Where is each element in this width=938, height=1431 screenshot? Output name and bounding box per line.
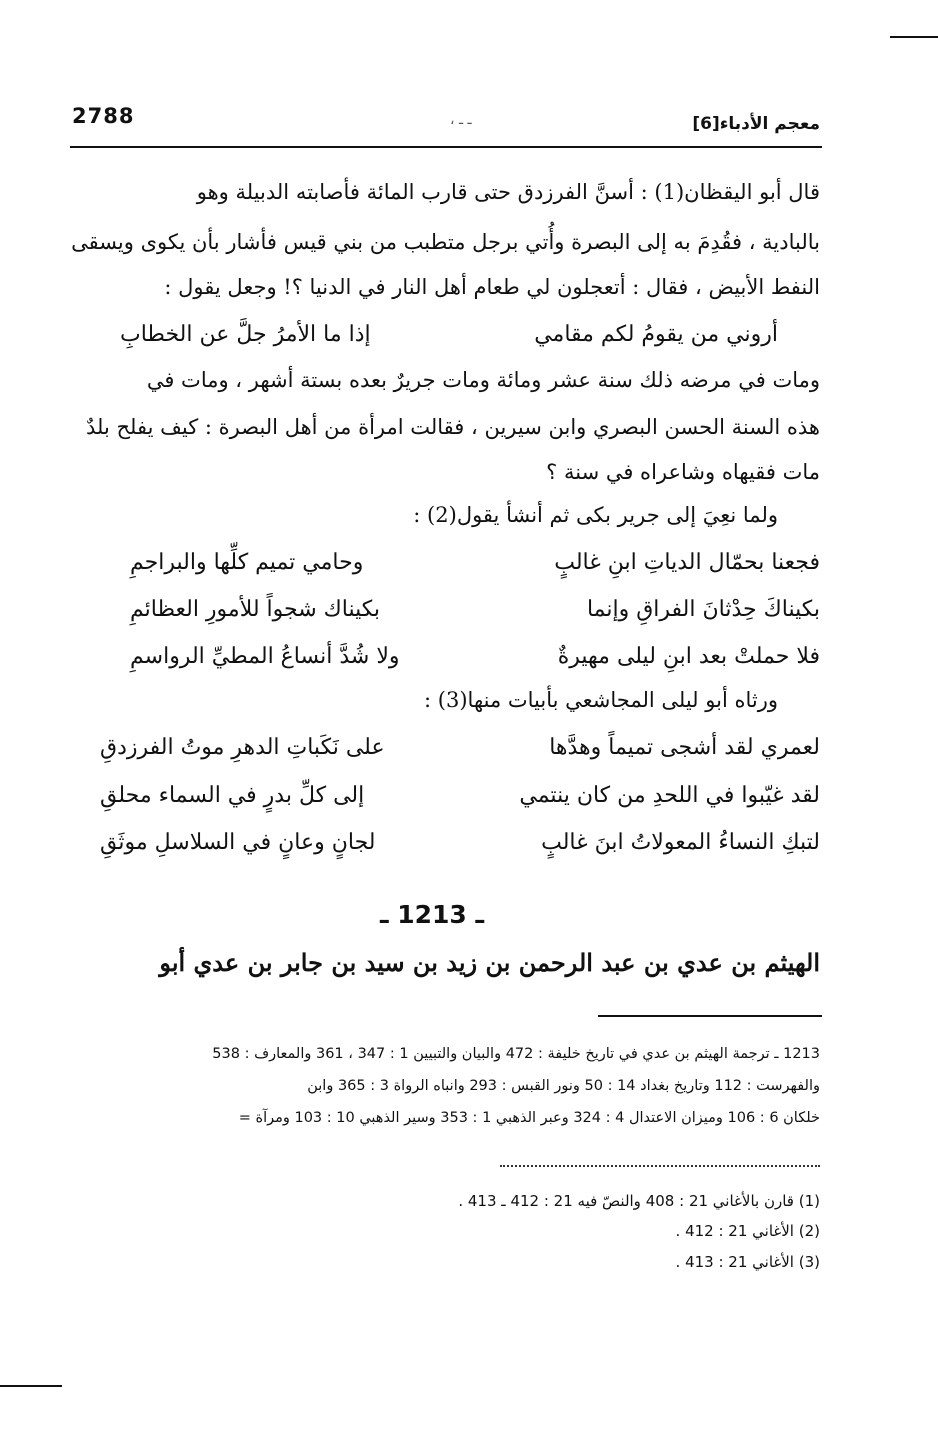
page-number: 2788: [72, 104, 135, 128]
prose-line: قال أبو اليقظان(1) : أسنَّ الفرزدق حتى قارب المائة فأصابته الدبيلة وهو: [196, 180, 820, 204]
prose-line: هذه السنة الحسن البصري وابن سيرين ، فقالت امرأة من أهل البصرة : كيف يفلح بلدٌ: [86, 415, 820, 439]
verse-intro: ولما نعِيَ إلى جرير بكى ثم أنشأ يقول(2) :: [413, 503, 778, 527]
verse-hemistich-right: لعمري لقد أشجى تميماً وهدَّها: [549, 735, 820, 760]
verse-hemistich-left: إلى كلِّ بدرٍ في السماء محلقِ: [100, 783, 365, 808]
verse-hemistich-right: فلا حملتْ بعد ابنِ ليلى مهيرةٌ: [557, 644, 820, 669]
verse-hemistich-right: لقد غيّبوا في اللحدِ من كان ينتمي: [519, 783, 820, 808]
footnote-separator: [598, 1015, 822, 1017]
verse-hemistich-left: لجانٍ وعانٍ في السلاسلِ موثَقِ: [100, 830, 376, 855]
verse-hemistich-left: على نَكَباتِ الدهرِ موتُ الفرزدقِ: [100, 735, 385, 760]
verse-hemistich-left: وحامي تميم كلِّها والبراجمِ: [130, 550, 364, 575]
verse-hemistich-left: ولا شُدَّ أنساعُ المطيِّ الرواسمِ: [130, 644, 400, 669]
verse-hemistich-right: بكيناكَ حِدْثانَ الفراقِ وإنما: [586, 597, 820, 622]
header-rule: [70, 146, 822, 148]
dotted-divider: [500, 1165, 820, 1167]
entry-number: ـ 1213 ـ: [380, 900, 485, 929]
header-marks: ، ـ ـ: [450, 112, 472, 128]
prose-line: بالبادية ، فقُدِمَ به إلى البصرة وأُتي برجل متطبب من بني قيس فأشار بأن يكوى ويسقى: [71, 230, 820, 254]
prose-line: ومات في مرضه ذلك سنة عشر ومائة ومات جريرٌ بعده بستة أشهر ، ومات في: [146, 368, 820, 392]
source-note-line: خلكان 6 : 106 وميزان الاعتدال 4 : 324 وعبر الذهبي 1 : 353 وسير الذهبي 10 : 103 ومرآة =: [238, 1110, 820, 1126]
verse-hemistich-left: بكيناك شجواً للأمورِ العظائمِ: [130, 597, 381, 622]
footnote: (3) الأغاني 21 : 413 .: [675, 1253, 820, 1271]
book-title: معجم الأدباء[6]: [692, 114, 820, 134]
verse-hemistich-left: إذا ما الأمرُ جلَّ عن الخطابِ: [120, 322, 371, 347]
footnote: (2) الأغاني 21 : 412 .: [675, 1222, 820, 1240]
verse-hemistich-right: لتبكِ النساءُ المعولاتُ ابنَ غالبٍ: [541, 830, 820, 855]
entry-heading: الهيثم بن عدي بن عبد الرحمن بن زيد بن سيد بن جابر بن عدي أبو: [159, 948, 820, 977]
verse-intro: ورثاه أبو ليلى المجاشعي بأبيات منها(3) :: [424, 688, 778, 712]
source-note-line: والفهرست : 112 وتاريخ بغداد 14 : 50 ونور القبس : 293 وانباه الرواة 3 : 365 وابن: [307, 1078, 820, 1094]
prose-line: النفط الأبيض ، فقال : أتعجلون لي طعام أهل النار في الدنيا ؟! وجعل يقول :: [164, 275, 820, 299]
footnote: (1) قارن بالأغاني 21 : 408 والنصّ فيه 21 : 412 ـ 413 .: [458, 1192, 820, 1210]
verse-hemistich-right: فجعنا بحمّال الدياتِ ابنِ غالبٍ: [554, 550, 820, 575]
verse-hemistich-right: أروني من يقومُ لكم مقامي: [534, 322, 778, 347]
scan-edge-line-top: [890, 36, 938, 38]
prose-line: مات فقيهاه وشاعراه في سنة ؟: [546, 460, 820, 484]
scan-edge-line-bottom: [0, 1385, 62, 1387]
source-note-line: 1213 ـ ترجمة الهيثم بن عدي في تاريخ خليفة : 472 والبيان والتبيين 1 : 347 ، 361 والمعارف : 538: [212, 1046, 820, 1062]
